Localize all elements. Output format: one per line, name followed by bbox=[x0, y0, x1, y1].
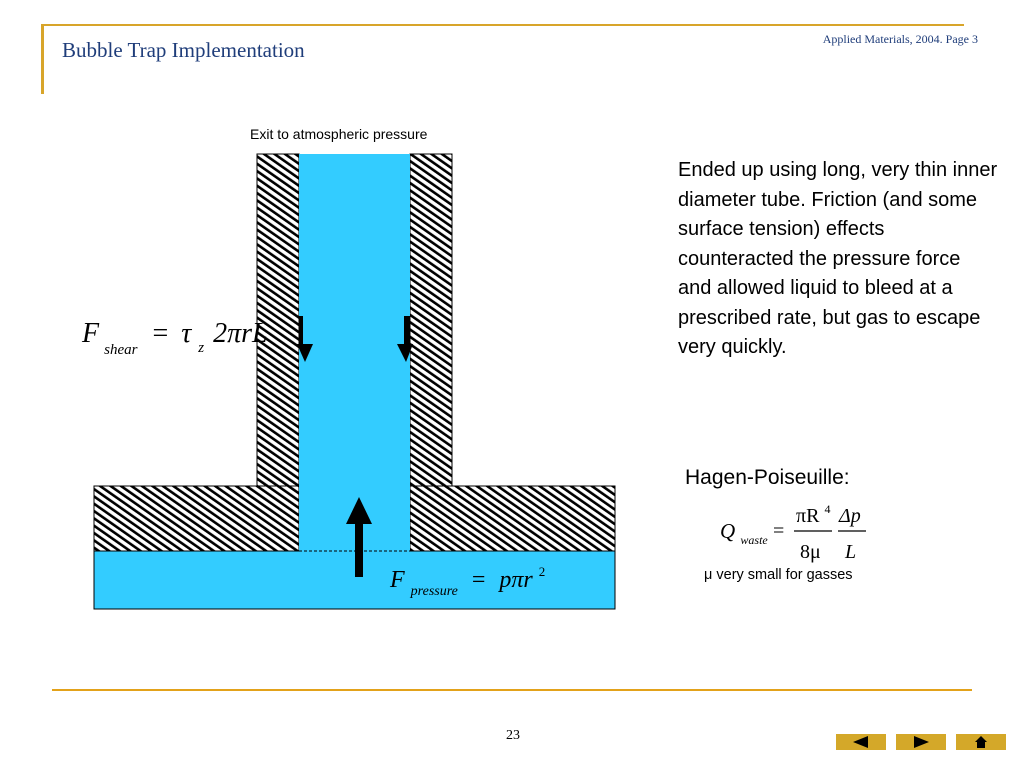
page-number: 23 bbox=[506, 728, 520, 743]
footer-rule bbox=[52, 689, 972, 691]
left-arrow-icon bbox=[836, 734, 886, 750]
viscosity-note: μ very small for gasses bbox=[704, 567, 853, 583]
right-arrow-icon bbox=[896, 734, 946, 750]
home-button[interactable] bbox=[956, 734, 1006, 750]
exit-label: Exit to atmospheric pressure bbox=[250, 126, 428, 142]
base-wall-right bbox=[410, 486, 615, 551]
tube-wall-right bbox=[410, 154, 452, 486]
previous-slide-button[interactable] bbox=[836, 734, 886, 750]
svg-text:L: L bbox=[845, 541, 857, 563]
svg-text:πR 4: πR $^4$ bbox=[796, 502, 831, 527]
slide-title: Bubble Trap Implementation bbox=[62, 38, 305, 62]
base-wall-left bbox=[94, 486, 299, 551]
hagen-poiseuille-title: Hagen-Poiseuille: bbox=[685, 466, 850, 489]
explanation-text: Ended up using long, very thin inner diameter tube. Friction (and some surface tension) effects counteracted the pressure force and allowed liquid to bleed at a prescribed rate, but gas to escape very quickly. bbox=[678, 159, 998, 358]
hagen-poiseuille-formula bbox=[720, 502, 866, 563]
liquid-column bbox=[299, 154, 410, 554]
next-slide-button[interactable] bbox=[896, 734, 946, 750]
pressure-formula: F $_{pressure}$ = pπr $^2$ bbox=[390, 564, 546, 599]
source-reference: Applied Materials, 2004. Page 3 bbox=[822, 32, 978, 46]
svg-text:8μ: 8μ bbox=[800, 541, 821, 563]
home-icon bbox=[956, 734, 1006, 750]
svg-text:Q waste: Q $_{waste}$ bbox=[720, 519, 768, 547]
svg-text:=: = bbox=[773, 520, 785, 542]
shear-formula: F shear = τ $_z$ 2πrL bbox=[82, 318, 268, 358]
svg-text:Δp: Δp bbox=[839, 505, 861, 527]
